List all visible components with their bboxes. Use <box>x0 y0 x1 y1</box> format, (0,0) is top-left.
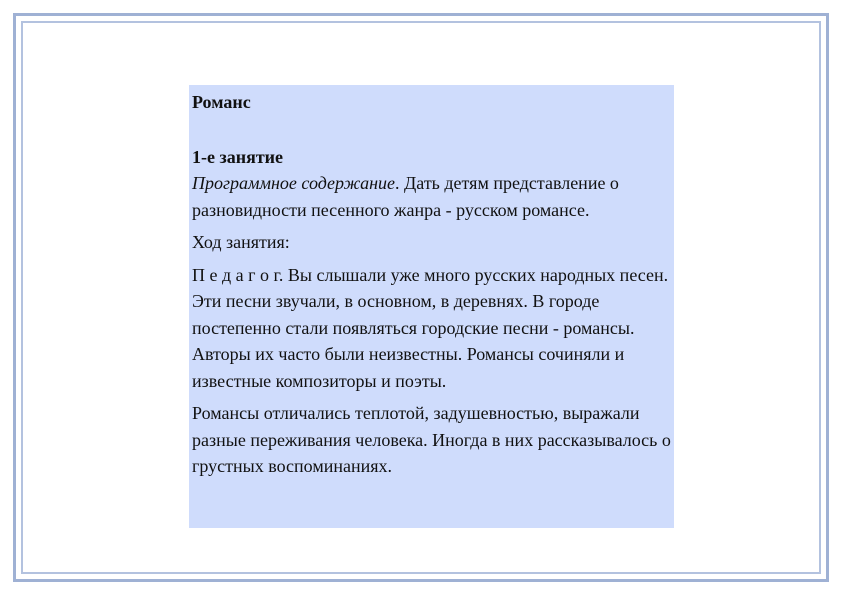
lesson-heading: 1-е занятие <box>192 146 284 167</box>
program-text: . Дать детям представление о разновидности песенного жанра - русском романсе. <box>192 173 619 220</box>
teacher-paragraph <box>192 262 674 395</box>
teacher-text: . Вы слышали уже много русских народных песен. Эти песни звучали, в основном, в деревнях. В городе постепенно стали появляться городские песни - романсы. Авторы их часто были неизвестны. Романсы сочиняли и известные композиторы и поэты. <box>192 264 669 391</box>
course-label: Ход занятия: <box>192 232 290 252</box>
program-paragraph <box>192 170 674 223</box>
lesson-text-box <box>189 85 674 528</box>
program-label: Программное содержание <box>192 173 396 193</box>
romance-paragraph: Романсы отличались теплотой, задушевностью, выражали разные переживания человека. Иногда в них рассказывалось о грустных воспоминаниях. <box>192 403 671 476</box>
document-title: Романс <box>192 92 251 112</box>
teacher-label: П е д а г о г <box>192 264 279 285</box>
